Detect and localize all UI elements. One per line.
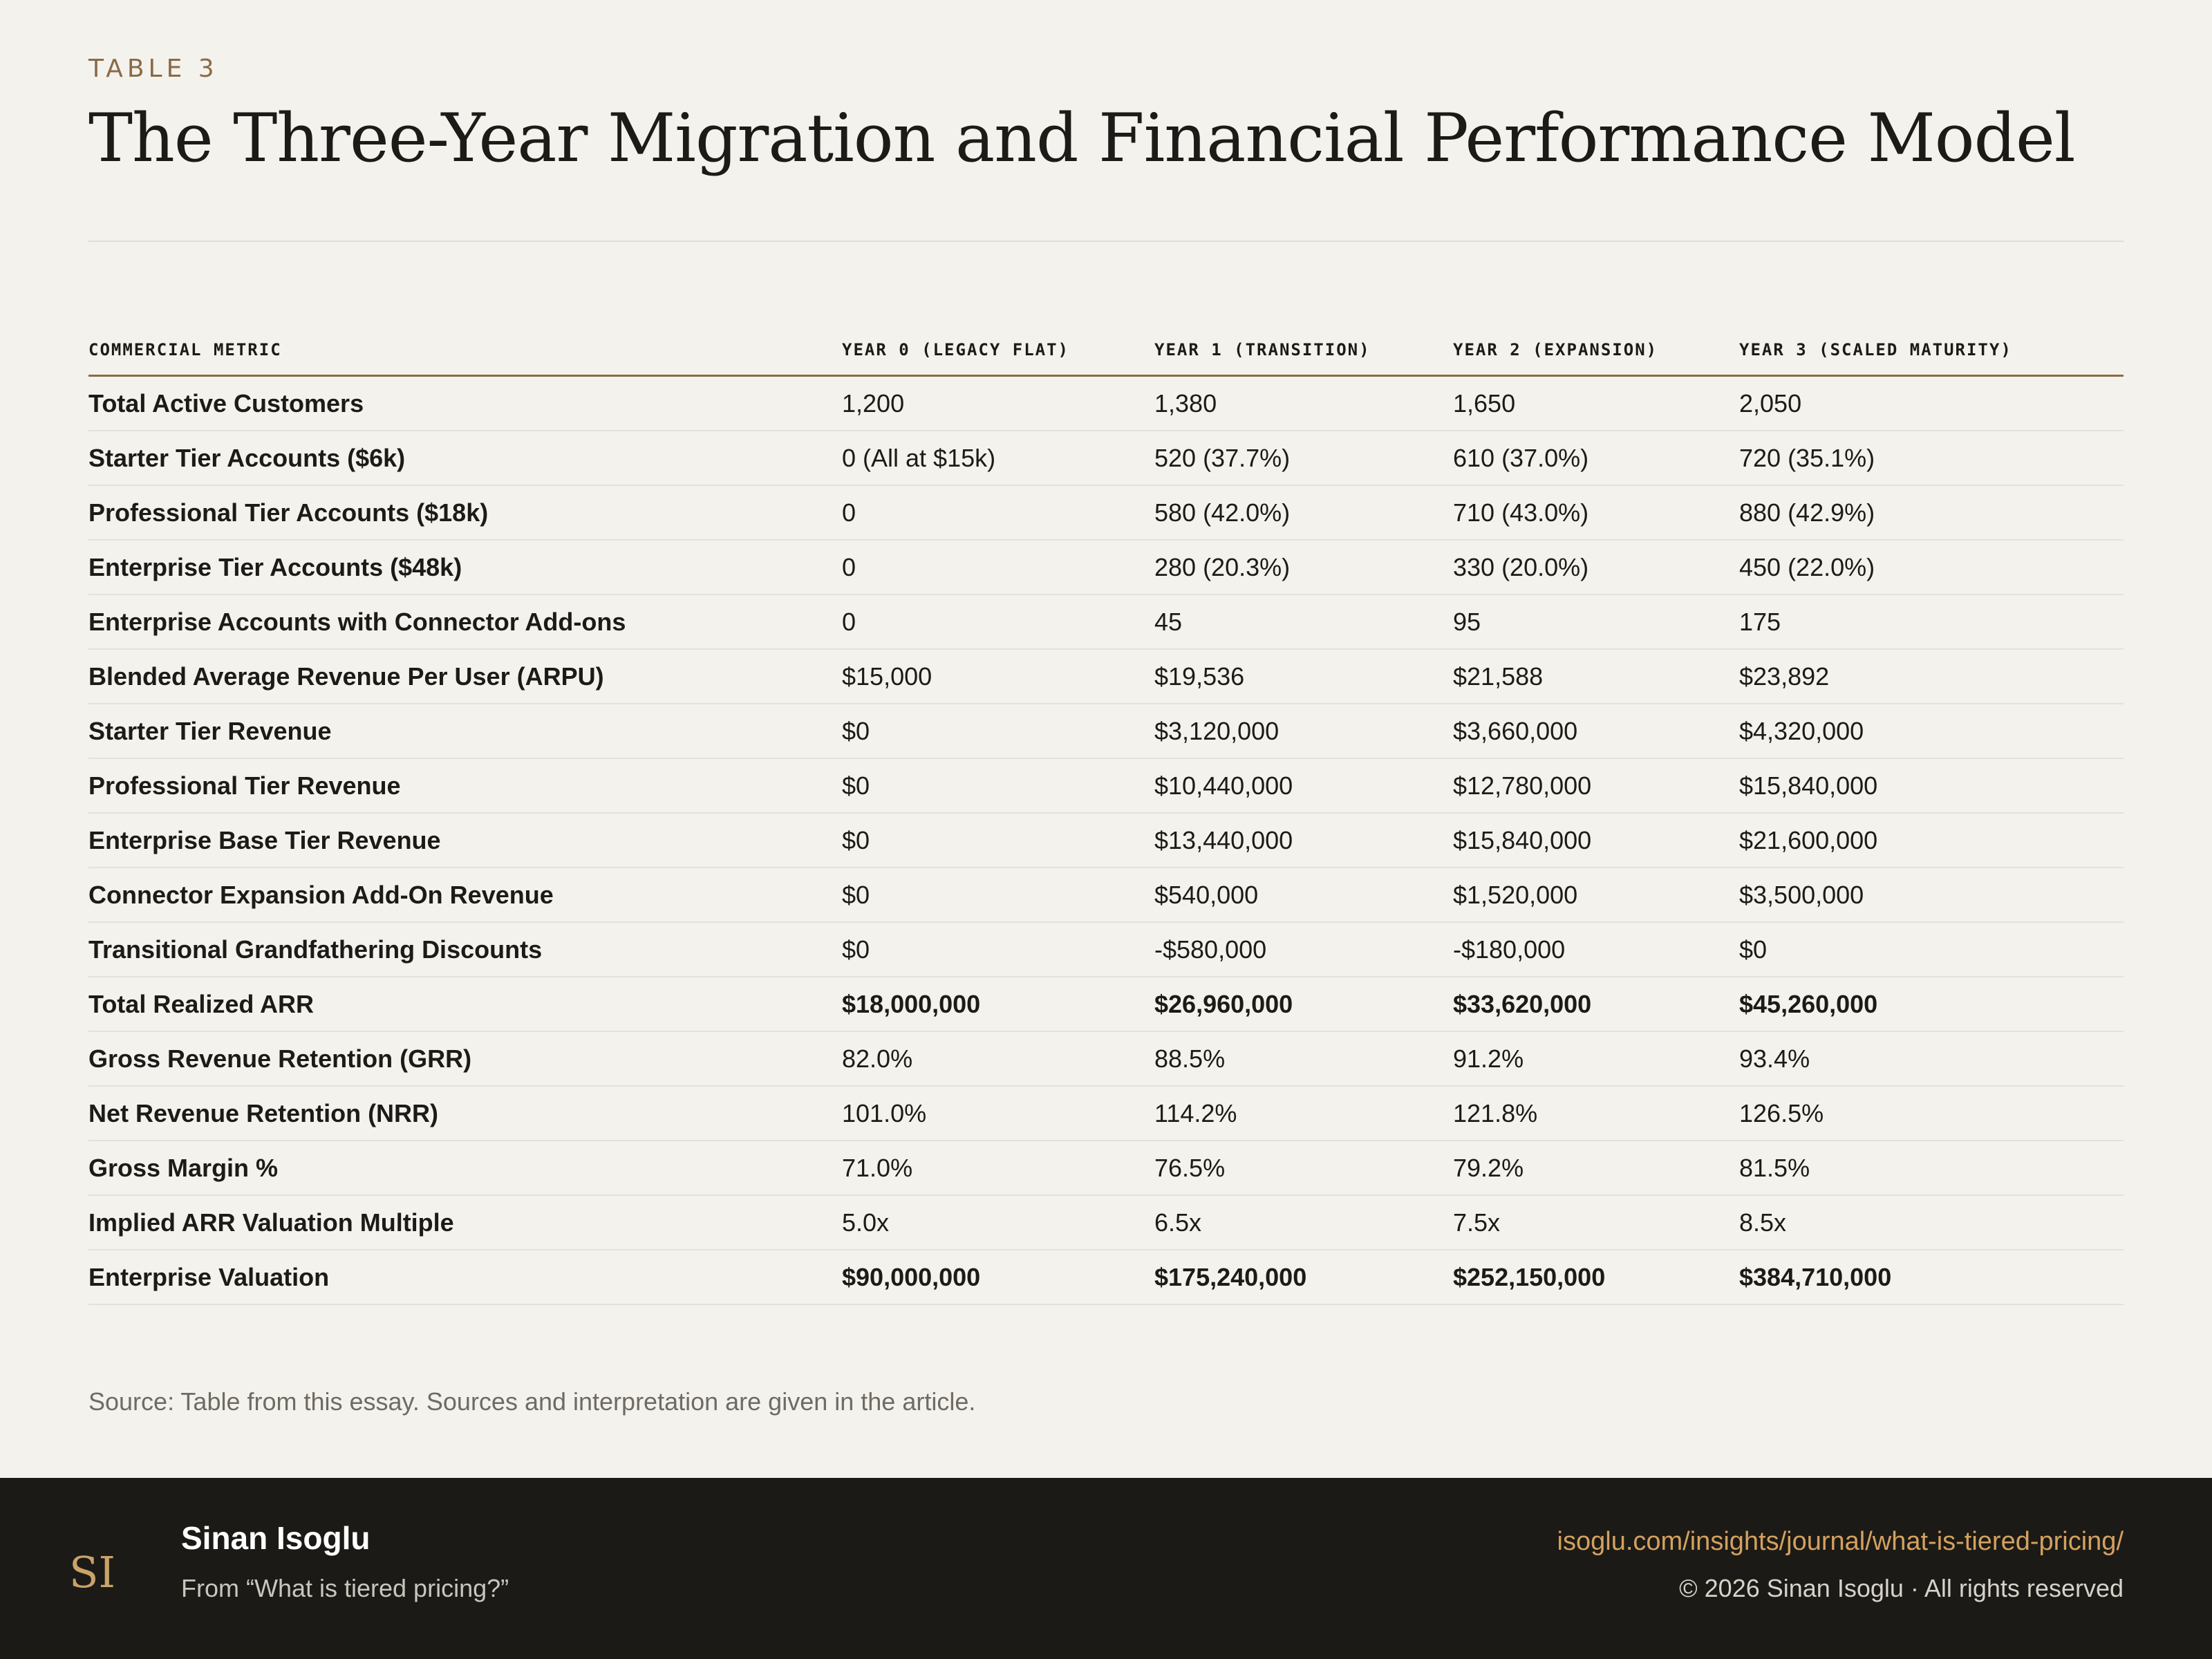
metric-name-cell: Enterprise Valuation bbox=[88, 1250, 842, 1304]
year-1-value-cell: 280 (20.3%) bbox=[1154, 540, 1453, 594]
metric-name-cell: Starter Tier Accounts ($6k) bbox=[88, 431, 842, 485]
year-3-value-cell: $3,500,000 bbox=[1739, 868, 2124, 922]
table-row bbox=[88, 594, 2124, 649]
year-0-value-cell: 0 bbox=[842, 594, 1154, 649]
monogram-letters: SI bbox=[69, 1547, 115, 1597]
year-1-value-cell: 76.5% bbox=[1154, 1141, 1453, 1195]
year-1-value-cell: $19,536 bbox=[1154, 649, 1453, 704]
footer bbox=[0, 1478, 2212, 1659]
year-2-value-cell: 79.2% bbox=[1453, 1141, 1739, 1195]
article-reference: From “What is tiered pricing?” bbox=[181, 1574, 509, 1602]
metric-name-cell: Total Active Customers bbox=[88, 376, 842, 431]
year-3-value-cell: $23,892 bbox=[1739, 649, 2124, 704]
year-3-value-cell: 2,050 bbox=[1739, 376, 2124, 431]
column-header-year-0: YEAR 0 (LEGACY FLAT) bbox=[842, 325, 1154, 376]
year-2-value-cell: $252,150,000 bbox=[1453, 1250, 1739, 1304]
metric-name-cell: Starter Tier Revenue bbox=[88, 704, 842, 758]
table-row bbox=[88, 431, 2124, 485]
column-header-metric: COMMERCIAL METRIC bbox=[88, 325, 842, 376]
year-1-value-cell: 520 (37.7%) bbox=[1154, 431, 1453, 485]
table-row bbox=[88, 649, 2124, 704]
metric-name-cell: Gross Revenue Retention (GRR) bbox=[88, 1031, 842, 1086]
year-2-value-cell: 95 bbox=[1453, 594, 1739, 649]
article-link[interactable]: isoglu.com/insights/journal/what-is-tiered-pricing/ bbox=[1557, 1527, 2124, 1556]
metric-name-cell: Enterprise Tier Accounts ($48k) bbox=[88, 540, 842, 594]
year-0-value-cell: 0 bbox=[842, 540, 1154, 594]
year-1-value-cell: -$580,000 bbox=[1154, 922, 1453, 977]
year-3-value-cell: 126.5% bbox=[1739, 1086, 2124, 1141]
year-3-value-cell: 450 (22.0%) bbox=[1739, 540, 2124, 594]
year-3-value-cell: 81.5% bbox=[1739, 1141, 2124, 1195]
year-2-value-cell: $21,588 bbox=[1453, 649, 1739, 704]
year-0-value-cell: 101.0% bbox=[842, 1086, 1154, 1141]
year-1-value-cell: $26,960,000 bbox=[1154, 977, 1453, 1031]
page-title: The Three-Year Migration and Financial Performance Model bbox=[88, 100, 2075, 177]
source-note: Source: Table from this essay. Sources and interpretation are given in the article. bbox=[88, 1387, 976, 1416]
year-2-value-cell: -$180,000 bbox=[1453, 922, 1739, 977]
year-2-value-cell: 121.8% bbox=[1453, 1086, 1739, 1141]
year-3-value-cell: 720 (35.1%) bbox=[1739, 431, 2124, 485]
metric-name-cell: Blended Average Revenue Per User (ARPU) bbox=[88, 649, 842, 704]
year-0-value-cell: 0 bbox=[842, 485, 1154, 540]
year-1-value-cell: 114.2% bbox=[1154, 1086, 1453, 1141]
table-row bbox=[88, 758, 2124, 813]
year-0-value-cell: $90,000,000 bbox=[842, 1250, 1154, 1304]
year-3-value-cell: 175 bbox=[1739, 594, 2124, 649]
metric-name-cell: Enterprise Base Tier Revenue bbox=[88, 813, 842, 868]
table-row bbox=[88, 813, 2124, 868]
year-2-value-cell: $1,520,000 bbox=[1453, 868, 1739, 922]
year-1-value-cell: 6.5x bbox=[1154, 1195, 1453, 1250]
year-2-value-cell: 710 (43.0%) bbox=[1453, 485, 1739, 540]
year-3-value-cell: $384,710,000 bbox=[1739, 1250, 2124, 1304]
year-3-value-cell: 8.5x bbox=[1739, 1195, 2124, 1250]
copyright-notice: © 2026 Sinan Isoglu · All rights reserved bbox=[1679, 1574, 2124, 1602]
title-divider bbox=[88, 241, 2124, 242]
year-0-value-cell: $0 bbox=[842, 922, 1154, 977]
table-row bbox=[88, 1031, 2124, 1086]
year-0-value-cell: 82.0% bbox=[842, 1031, 1154, 1086]
table-row bbox=[88, 1141, 2124, 1195]
metric-name-cell: Professional Tier Revenue bbox=[88, 758, 842, 813]
year-2-value-cell: $15,840,000 bbox=[1453, 813, 1739, 868]
year-3-value-cell: $4,320,000 bbox=[1739, 704, 2124, 758]
year-1-value-cell: $175,240,000 bbox=[1154, 1250, 1453, 1304]
year-2-value-cell: 1,650 bbox=[1453, 376, 1739, 431]
column-header-year-1: YEAR 1 (TRANSITION) bbox=[1154, 325, 1453, 376]
column-header-year-3: YEAR 3 (SCALED MATURITY) bbox=[1739, 325, 2124, 376]
year-1-value-cell: $3,120,000 bbox=[1154, 704, 1453, 758]
table-row bbox=[88, 540, 2124, 594]
year-1-value-cell: 45 bbox=[1154, 594, 1453, 649]
year-0-value-cell: $0 bbox=[842, 813, 1154, 868]
metrics-table bbox=[88, 325, 2124, 1305]
year-3-value-cell: $15,840,000 bbox=[1739, 758, 2124, 813]
year-1-value-cell: $10,440,000 bbox=[1154, 758, 1453, 813]
year-2-value-cell: $33,620,000 bbox=[1453, 977, 1739, 1031]
year-0-value-cell: 0 (All at $15k) bbox=[842, 431, 1154, 485]
year-0-value-cell: $15,000 bbox=[842, 649, 1154, 704]
monogram-logo bbox=[64, 1543, 118, 1597]
year-1-value-cell: 1,380 bbox=[1154, 376, 1453, 431]
table-header-row bbox=[88, 325, 2124, 376]
year-3-value-cell: $21,600,000 bbox=[1739, 813, 2124, 868]
year-2-value-cell: 330 (20.0%) bbox=[1453, 540, 1739, 594]
year-1-value-cell: 88.5% bbox=[1154, 1031, 1453, 1086]
year-0-value-cell: $18,000,000 bbox=[842, 977, 1154, 1031]
year-0-value-cell: $0 bbox=[842, 758, 1154, 813]
year-0-value-cell: 5.0x bbox=[842, 1195, 1154, 1250]
column-header-year-2: YEAR 2 (EXPANSION) bbox=[1453, 325, 1739, 376]
year-0-value-cell: $0 bbox=[842, 704, 1154, 758]
year-1-value-cell: 580 (42.0%) bbox=[1154, 485, 1453, 540]
year-3-value-cell: 93.4% bbox=[1739, 1031, 2124, 1086]
year-2-value-cell: 610 (37.0%) bbox=[1453, 431, 1739, 485]
metric-name-cell: Net Revenue Retention (NRR) bbox=[88, 1086, 842, 1141]
table-body bbox=[88, 376, 2124, 1305]
metric-name-cell: Gross Margin % bbox=[88, 1141, 842, 1195]
year-1-value-cell: $13,440,000 bbox=[1154, 813, 1453, 868]
table-row bbox=[88, 922, 2124, 977]
metric-name-cell: Enterprise Accounts with Connector Add-ons bbox=[88, 594, 842, 649]
table-row bbox=[88, 376, 2124, 431]
table-row bbox=[88, 1086, 2124, 1141]
table-row bbox=[88, 485, 2124, 540]
table-row bbox=[88, 704, 2124, 758]
metric-name-cell: Implied ARR Valuation Multiple bbox=[88, 1195, 842, 1250]
year-0-value-cell: 1,200 bbox=[842, 376, 1154, 431]
metric-name-cell: Transitional Grandfathering Discounts bbox=[88, 922, 842, 977]
table-row bbox=[88, 1195, 2124, 1250]
year-2-value-cell: 91.2% bbox=[1453, 1031, 1739, 1086]
year-2-value-cell: $3,660,000 bbox=[1453, 704, 1739, 758]
year-2-value-cell: $12,780,000 bbox=[1453, 758, 1739, 813]
year-1-value-cell: $540,000 bbox=[1154, 868, 1453, 922]
metric-name-cell: Connector Expansion Add-On Revenue bbox=[88, 868, 842, 922]
metric-name-cell: Professional Tier Accounts ($18k) bbox=[88, 485, 842, 540]
year-3-value-cell: $45,260,000 bbox=[1739, 977, 2124, 1031]
year-3-value-cell: $0 bbox=[1739, 922, 2124, 977]
table-row bbox=[88, 1250, 2124, 1304]
table-kicker: TABLE 3 bbox=[88, 55, 218, 83]
table-row bbox=[88, 977, 2124, 1031]
year-0-value-cell: 71.0% bbox=[842, 1141, 1154, 1195]
year-2-value-cell: 7.5x bbox=[1453, 1195, 1739, 1250]
year-0-value-cell: $0 bbox=[842, 868, 1154, 922]
metric-name-cell: Total Realized ARR bbox=[88, 977, 842, 1031]
year-3-value-cell: 880 (42.9%) bbox=[1739, 485, 2124, 540]
author-name: Sinan Isoglu bbox=[181, 1520, 371, 1556]
table-row bbox=[88, 868, 2124, 922]
